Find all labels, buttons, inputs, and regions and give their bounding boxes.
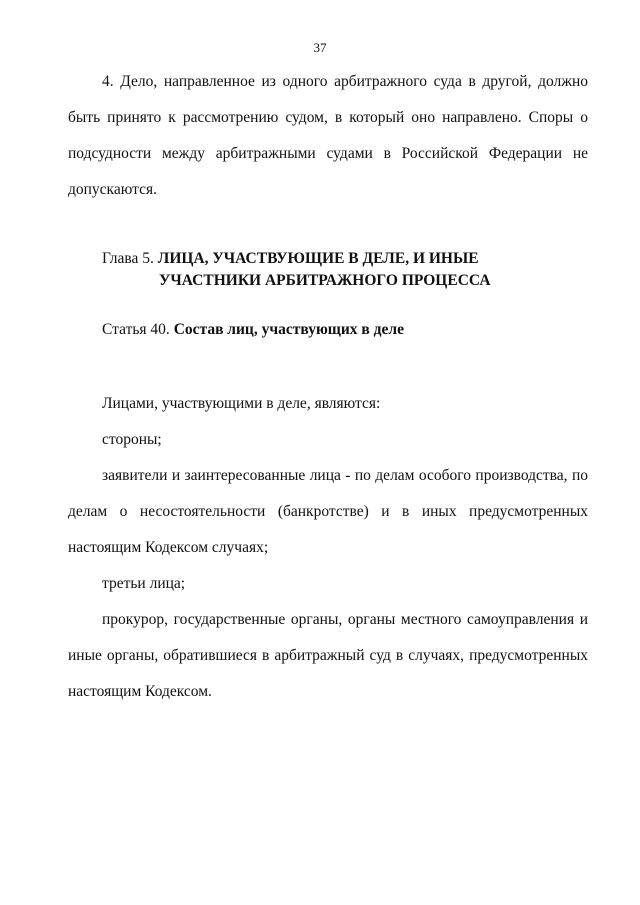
paragraph-4 — [102, 64, 588, 100]
item-applicants-line-1: заявители и заинтересованные лица - по делам особого производства, по — [102, 467, 588, 484]
item-prosecutor-line-3: настоящим Кодексом. — [68, 683, 212, 700]
chapter-title-line-2: УЧАСТНИКИ АРБИТРАЖНОГО ПРОЦЕССА — [159, 272, 491, 289]
article-body — [68, 386, 588, 710]
paragraph-4-line-4: допускаются. — [68, 181, 157, 198]
article-heading — [102, 319, 404, 341]
item-prosecutor-line-1: прокурор, государственные органы, органы местного самоуправления и — [102, 611, 588, 628]
article-intro: Лицами, участвующими в деле, являются: — [102, 395, 381, 412]
chapter-heading — [102, 248, 491, 292]
paragraph-4-line-3: подсудности между арбитражными судами в Российской Федерации не — [68, 145, 588, 162]
item-parties: стороны; — [102, 431, 162, 448]
paragraph-4-line-1: 4. Дело, направленное из одного арбитражного суда в другой, должно — [102, 73, 588, 90]
item-applicants-line-2: делам о несостоятельности (банкротстве) и в иных предусмотренных — [68, 503, 588, 520]
paragraph-4-line-2: быть принято к рассмотрению судом, в который оно направлено. Споры о — [68, 109, 588, 126]
page-number: 37 — [313, 40, 327, 55]
item-third-parties: третьи лица; — [102, 575, 186, 592]
chapter-label: Глава 5. — [102, 250, 154, 267]
article-label: Статья 40. — [102, 321, 170, 338]
chapter-title-line-1: ЛИЦА, УЧАСТВУЮЩИЕ В ДЕЛЕ, И ИНЫЕ — [157, 250, 479, 267]
paragraph-4-continuation — [68, 100, 588, 208]
item-prosecutor-line-2: иные органы, обратившиеся в арбитражный суд в случаях, предусмотренных — [68, 647, 588, 664]
item-applicants-line-3: настоящим Кодексом случаях; — [68, 539, 269, 556]
article-title: Состав лиц, участвующих в деле — [173, 321, 404, 338]
